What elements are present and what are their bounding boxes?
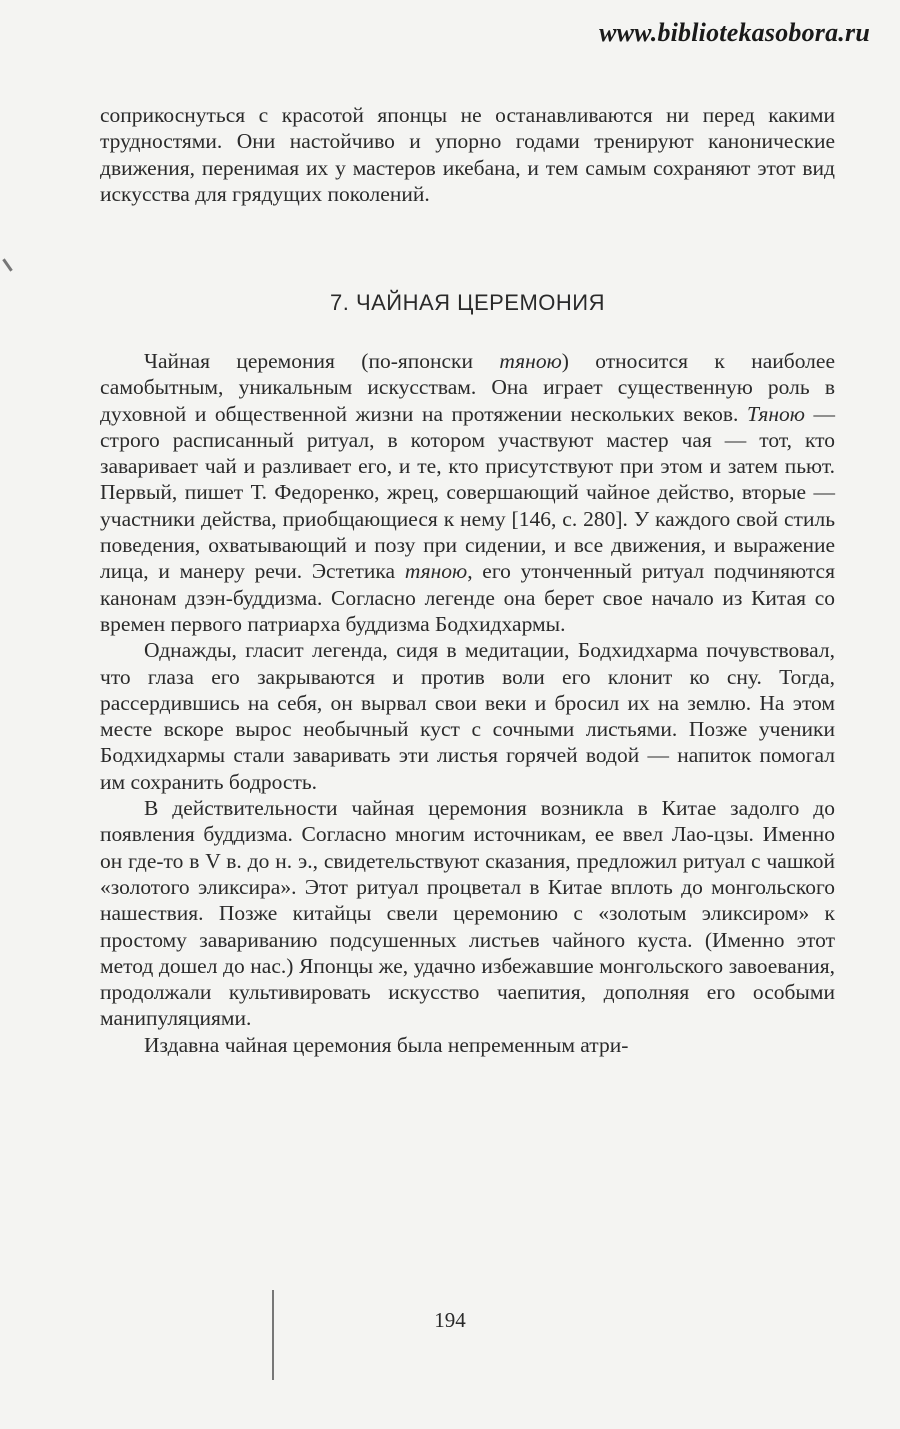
text-run: ) относится к наиболее самобытным, уникальным искусствам. Она играет существенную роль в духовной и общественной жизни на протяжении нескольких веков. (100, 349, 835, 426)
intro-paragraph: соприкоснуться с красотой японцы не останавливаются ни перед какими трудностями. Они настойчиво и упорно годами тренируют канонические движения, перенимая их у мастеров икебана, и тем самым сохраняют этот вид искусства для грядущих поколений. (100, 103, 835, 206)
paragraph-legend: Однажды, гласит легенда, сидя в медитации, Бодхидхарма почувствовал, что глаза его закрываются и против воли его клонит ко сну. Тогда, рассердившись на себя, он вырвал свои веки и бросил их на землю. На этом месте вскоре вырос необычный куст с сочными листьями. Позже ученики Бодхидхармы стали заваривать эти листья горячей водой — напиток помогал им сохранить бодрость. (100, 638, 835, 794)
term-chanoyu: Тяною (746, 401, 805, 426)
section-heading: 7. ЧАЙНАЯ ЦЕРЕМОНИЯ (330, 290, 605, 315)
term-chanoyu: тяною (404, 559, 468, 584)
text-run: — строго расписанный ритуал, в котором участвуют мастер чая — тот, кто заваривает чай и разливает его, и те, кто присутствуют при этом и затем пьют. Первый, пишет Т. Федоренко, жрец, совершающий чайное действо, вторые — участники действа, приобщающиеся к нему [146, с. 280]. У каждого свой стиль поведения, охватывающий и позу при сидении, и все движения, и выражение лица, и манеру речи. Эстетика (100, 401, 836, 584)
paragraph-continuation: Издавна чайная церемония была непременным атри- (144, 1032, 629, 1057)
term-chanoyu: тяною (499, 349, 562, 373)
intro-paragraph-block (100, 102, 835, 207)
paragraph-history: В действительности чайная церемония возникла в Китае задолго до появления буддизма. Согласно многим источникам, ее ввел Лао-цзы. Именно он где-то в V в. до н. э., свидетельствуют сказания, предложил ритуал с чашкой «золотого эликсира». Этот ритуал процветал в Китае вплоть до монгольского нашествия. Позже китайцы свели церемонию с «золотым эликсиром» к простому завариванию подсушенных листьев чайного куста. (Именно этот метод дошел до нас.) Японцы же, удачно избежавшие монгольского завоевания, продолжали культивировать искусство чаепития, дополняя его особыми манипуляциями. (100, 796, 835, 1031)
scan-artifact (2, 258, 12, 271)
page-number: 194 (434, 1308, 466, 1332)
paragraph-tea-ceremony-intro (100, 348, 835, 637)
text-run: , его утонченный ритуал подчиняются канонам дзэн-буддизма. Согласно легенде она берет свое начало из Китая со времен первого патриарха буддизма Бодхидхармы. (100, 559, 835, 636)
scan-artifact (272, 1290, 274, 1380)
site-watermark: www.bibliotekasobora.ru (599, 18, 870, 47)
section-body (100, 348, 835, 1058)
text-run: Чайная церемония (по-японски (144, 349, 500, 373)
